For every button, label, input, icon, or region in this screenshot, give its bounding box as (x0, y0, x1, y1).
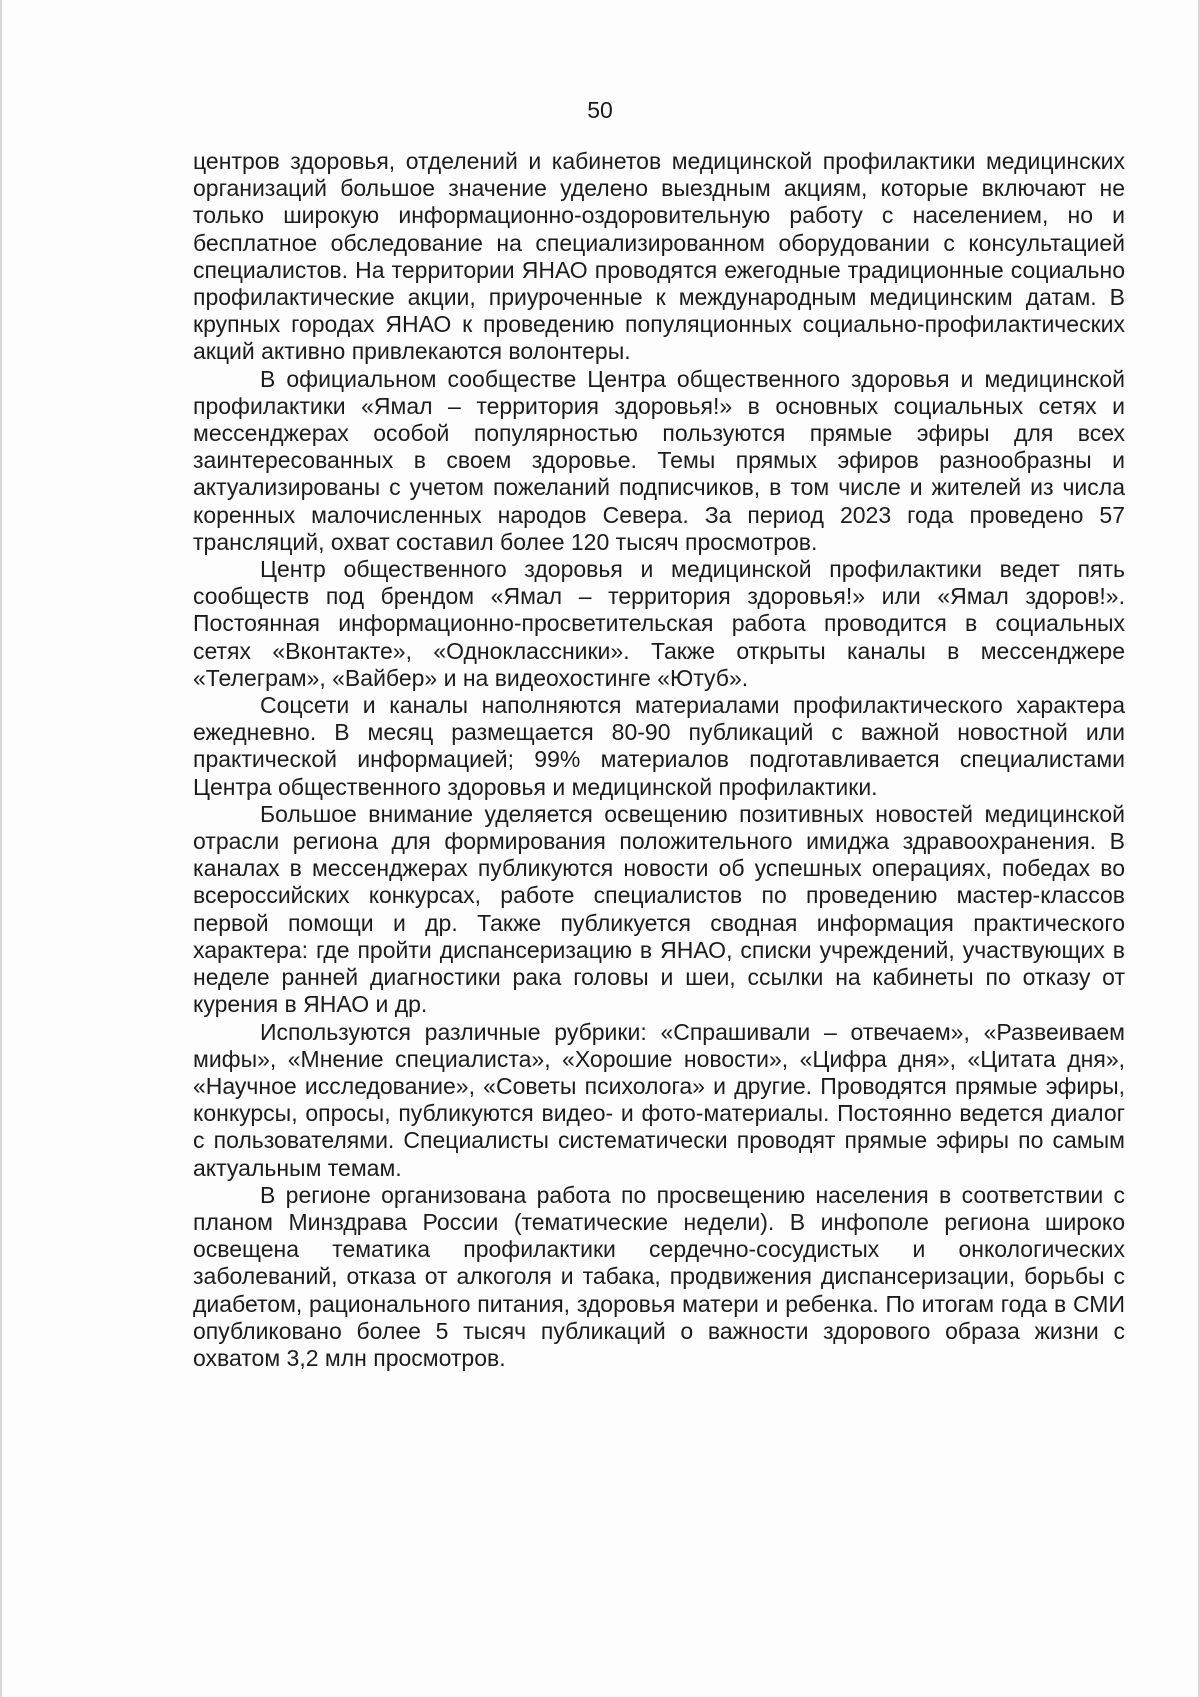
paragraph-communities: Центр общественного здоровья и медицинской профилактики ведет пять сообществ под брендом «Ямал – территория здоровья!» или «Ямал здоров!». Постоянная информационно-просветительская работа проводится в социальных сетях «Вконтакте», «Одноклассники». Также открыты каналы в мессенджере «Телеграм», «Вайбер» и на видеохостинге «Ютуб». (193, 556, 1125, 691)
paragraph-regional-education: В регионе организована работа по просвещению населения в соответствии с планом Минздрава России (тематические недели). В инфополе региона широко освещена тематика профилактики сердечно-сосудистых и онкологических заболеваний, отказа от алкоголя и табака, продвижения диспансеризации, борьбы с диабетом, рационального питания, здоровья матери и ребенка. По итогам года в СМИ опубликовано более 5 тысяч публикаций о важности здорового образа жизни с охватом 3,2 млн просмотров. (193, 1181, 1125, 1371)
page-number: 50 (587, 97, 613, 123)
paragraph-positive-news: Большое внимание уделяется освещению позитивных новостей медицинской отрасли региона для формирования положительного имиджа здравоохранения. В каналах в мессенджерах публикуются новости об успешных операциях, победах во всероссийских конкурсах, работе специалистов по проведению мастер-классов первой помощи и др. Также публикуется сводная информация практического характера: где пройти диспансеризацию в ЯНАО, списки учреждений, участвующих в неделе ранней диагностики рака головы и шеи, ссылки на кабинеты по отказу от курения в ЯНАО и др. (193, 800, 1125, 1018)
scan-edge-left (0, 0, 2, 1697)
paragraph-live-broadcasts: В официальном сообществе Центра общественного здоровья и медицинской профилактики «Ямал – территория здоровья!» в основных социальных сетях и мессенджерах особой популярностью пользуются прямые эфиры для всех заинтересованных в своем здоровье. Темы прямых эфиров разнообразны и актуализированы с учетом пожеланий подписчиков, в том числе и жителей из числа коренных малочисленных народов Севера. За период 2023 года проведено 57 трансляций, охват составил более 120 тысяч просмотров. (193, 365, 1125, 555)
paragraph-continuation: центров здоровья, отделений и кабинетов медицинской профилактики медицинских организаций большое значение уделено выездным акциям, которые включают не только широкую информационно-оздоровительную работу с населением, но и бесплатное обследование на специализированном оборудовании с консультацией специалистов. На территории ЯНАО проводятся ежегодные традиционные социально профилактические акции, приуроченные к международным медицинским датам. В крупных городах ЯНАО к проведению популяционных социально-профилактических акций активно привлекаются волонтеры. (193, 148, 1125, 365)
paragraph-rubrics: Используются различные рубрики: «Спрашивали – отвечаем», «Развеиваем мифы», «Мнение специалиста», «Хорошие новости», «Цифра дня», «Цитата дня», «Научное исследование», «Советы психолога» и другие. Проводятся прямые эфиры, конкурсы, опросы, публикуются видео- и фото-материалы. Постоянно ведется диалог с пользователями. Специалисты систематически проводят прямые эфиры по самым актуальным темам. (193, 1018, 1125, 1181)
document-body (193, 148, 1125, 1372)
paragraph-content-volume: Соцсети и каналы наполняются материалами профилактического характера ежедневно. В месяц размещается 80-90 публикаций с важной новостной или практической информацией; 99% материалов подготавливается специалистами Центра общественного здоровья и медицинской профилактики. (193, 692, 1125, 800)
